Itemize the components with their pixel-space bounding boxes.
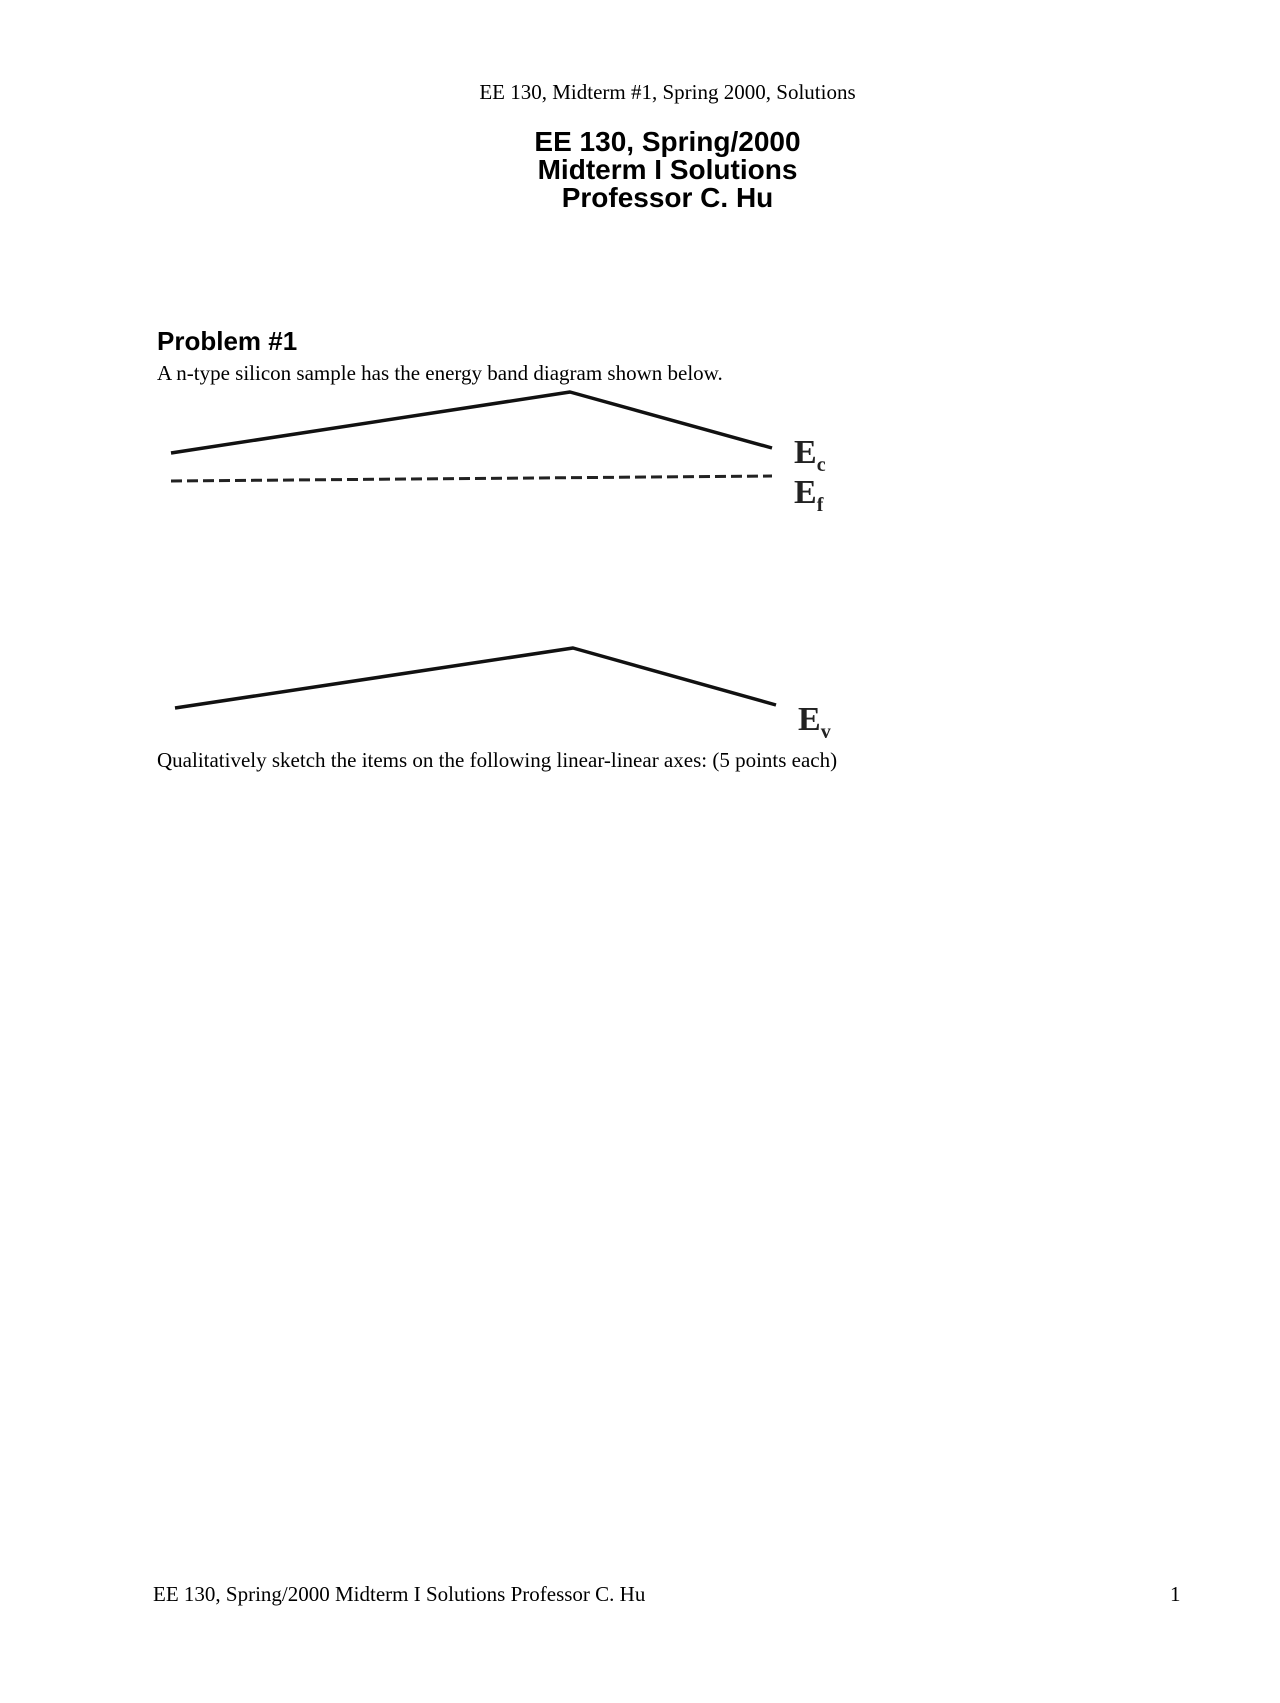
title-line-course: EE 130, Spring/2000	[534, 126, 801, 157]
ef-label: $E_f$	[794, 474, 824, 516]
ev-label: $E_v$	[798, 701, 831, 743]
title-line-exam: Midterm I Solutions	[537, 154, 798, 185]
title-line-professor: Professor C. Hu	[561, 182, 774, 213]
problem-intro: A n-type silicon sample has the energy band diagram shown below.	[157, 361, 723, 385]
ec-label: $E_c$	[794, 434, 826, 476]
energy-band-diagram	[150, 385, 870, 745]
problem-instruction: Qualitatively sketch the items on the following linear-linear axes: (5 points each)	[157, 748, 838, 772]
page-number: 1	[1170, 1582, 1181, 1606]
page-footer: EE 130, Spring/2000 Midterm I Solutions Professor C. Hu	[153, 1582, 646, 1606]
conduction-band-line	[171, 392, 772, 453]
running-header: EE 130, Midterm #1, Spring 2000, Solutions	[479, 80, 856, 104]
valence-band-line	[175, 648, 776, 708]
fermi-level-line	[171, 476, 772, 481]
document-title	[0, 128, 1280, 212]
problem-heading: Problem #1	[157, 326, 298, 356]
